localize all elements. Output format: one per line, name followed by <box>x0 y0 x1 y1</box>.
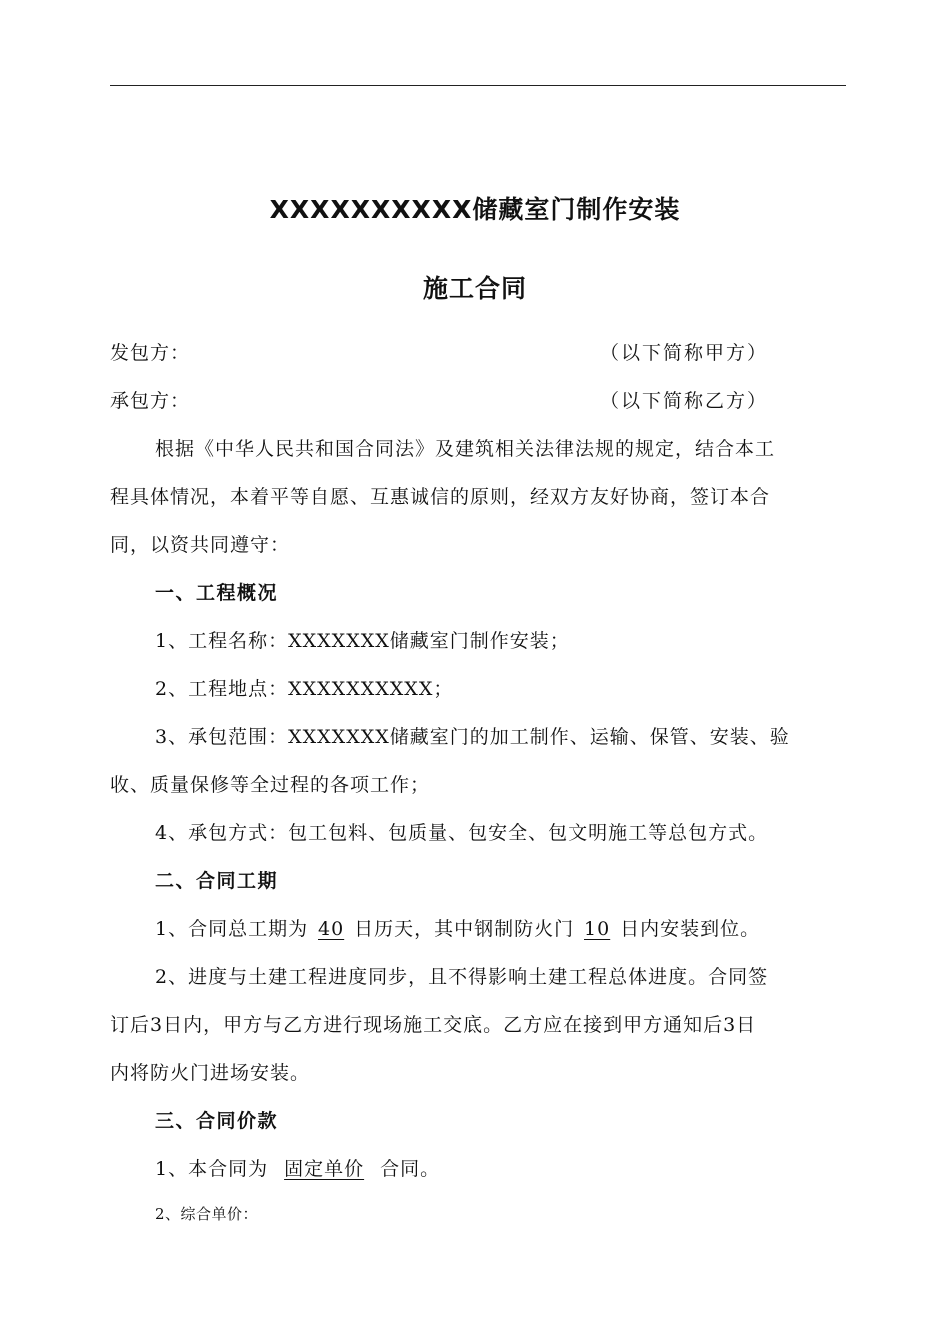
document-title: XXXXXXXXXX储藏室门制作安装 <box>269 195 681 224</box>
document-subtitle: 施工合同 <box>422 274 527 303</box>
owner-note: （以下简称甲方） <box>600 342 769 364</box>
section-1-item-2: 2、工程地点：XXXXXXXXXX； <box>155 678 454 700</box>
duration-prefix: 1、合同总工期为 <box>155 918 309 940</box>
section-3-item-2: 2、综合单价： <box>155 1205 259 1223</box>
price-suffix: 合同。 <box>380 1158 441 1180</box>
section-1-item-3-line-1: 3、承包范围：XXXXXXX储藏室门的加工制作、运输、保管、安装、验 <box>155 726 790 748</box>
intro-line-3: 同，以资共同遵守： <box>110 534 291 556</box>
section-2-item-2-line-3: 内将防火门进场安装。 <box>110 1062 311 1084</box>
section-1-heading: 一、工程概况 <box>155 582 279 604</box>
section-2-item-2-line-1: 2、进度与土建工程进度同步，且不得影响土建工程总体进度。合同签 <box>155 966 769 988</box>
install-days-value: 10 <box>584 918 611 940</box>
owner-label: 发包方： <box>110 342 191 364</box>
section-1-item-3-line-2: 收、质量保修等全过程的各项工作； <box>110 774 431 796</box>
intro-line-2: 程具体情况，本着平等自愿、互惠诚信的原则，经双方友好协商，签订本合 <box>110 486 771 508</box>
section-1-item-1: 1、工程名称：XXXXXXX储藏室门制作安装； <box>155 630 570 652</box>
section-2-heading: 二、合同工期 <box>155 870 279 892</box>
section-3-item-1 <box>155 1154 846 1181</box>
intro-line-1: 根据《中华人民共和国合同法》及建筑相关法律法规的规定，结合本工 <box>155 438 776 460</box>
contractor-label: 承包方： <box>110 390 191 412</box>
price-prefix: 1、本合同为 <box>155 1158 269 1180</box>
contractor-note: （以下简称乙方） <box>600 390 769 412</box>
section-1-item-4: 4、承包方式：包工包料、包质量、包安全、包文明施工等总包方式。 <box>155 822 769 844</box>
header-rule <box>110 85 846 86</box>
duration-mid: 日历天，其中钢制防火门 <box>354 918 575 940</box>
section-2-item-2-line-2: 订后3日内，甲方与乙方进行现场施工交底。乙方应在接到甲方通知后3日 <box>110 1014 757 1036</box>
section-3-heading: 三、合同价款 <box>155 1110 279 1132</box>
total-days-value: 40 <box>318 918 345 940</box>
section-2-item-1 <box>155 914 846 941</box>
duration-suffix: 日内安装到位。 <box>620 918 761 940</box>
price-type-value: 固定单价 <box>284 1158 365 1180</box>
